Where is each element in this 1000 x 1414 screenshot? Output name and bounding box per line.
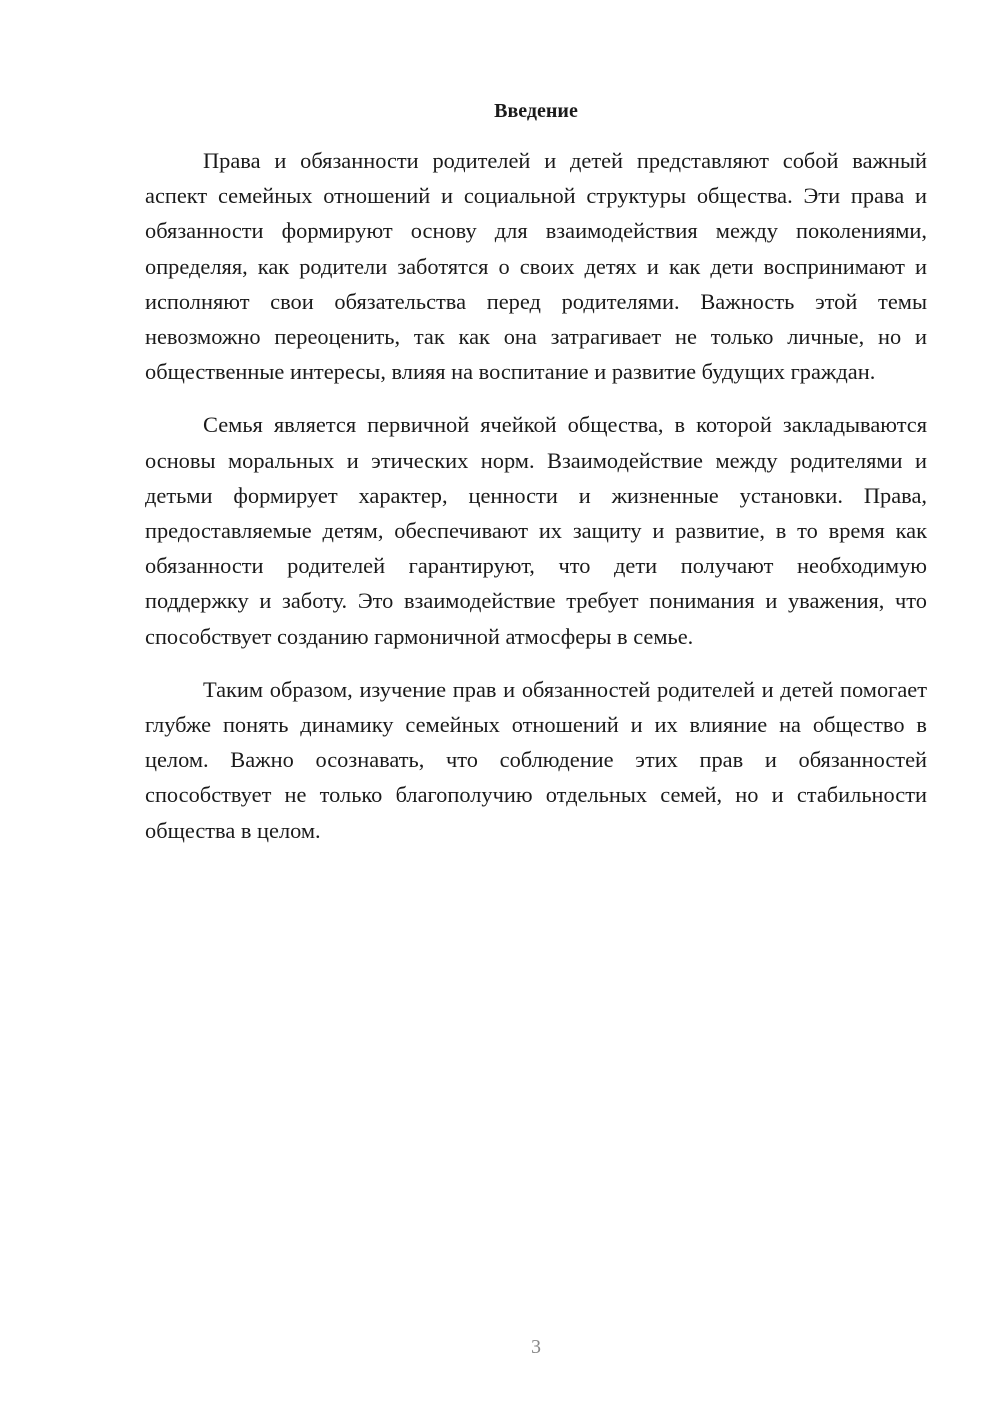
body-text: [145, 143, 927, 866]
paragraph: Таким образом, изучение прав и обязанностей родителей и детей помогает глубже понять динамику семейных отношений и их влияние на общество в целом. Важно осознавать, что соблюдение этих прав и обязанностей способствует не только благополучию отдельных семей, но и стабильности общества в целом.: [145, 676, 927, 843]
page-number: 3: [531, 1336, 541, 1358]
paragraph: Права и обязанности родителей и детей представляют собой важный аспект семейных отношений и социальной структуры общества. Эти права и обязанности формируют основу для взаимодействия между поколениями, определяя, как родители заботятся о своих детях и как дети воспринимают и исполняют свои обязательства перед родителями. Важность этой темы невозможно переоценить, так как она затрагивает не только личные, но и общественные интересы, влияя на воспитание и развитие будущих граждан.: [145, 148, 927, 385]
paragraph: Семья является первичной ячейкой общества, в которой закладываются основы моральных и этических норм. Взаимодействие между родителями и детьми формирует характер, ценности и жизненные установки. Права, предоставляемые детям, обеспечивают их защиту и развитие, в то время как обязанности родителей гарантируют, что дети получают необходимую поддержку и заботу. Это взаимодействие требует понимания и уважения, что способствует созданию гармоничной атмосферы в семье.: [145, 412, 927, 649]
section-heading: Введение: [494, 100, 578, 122]
